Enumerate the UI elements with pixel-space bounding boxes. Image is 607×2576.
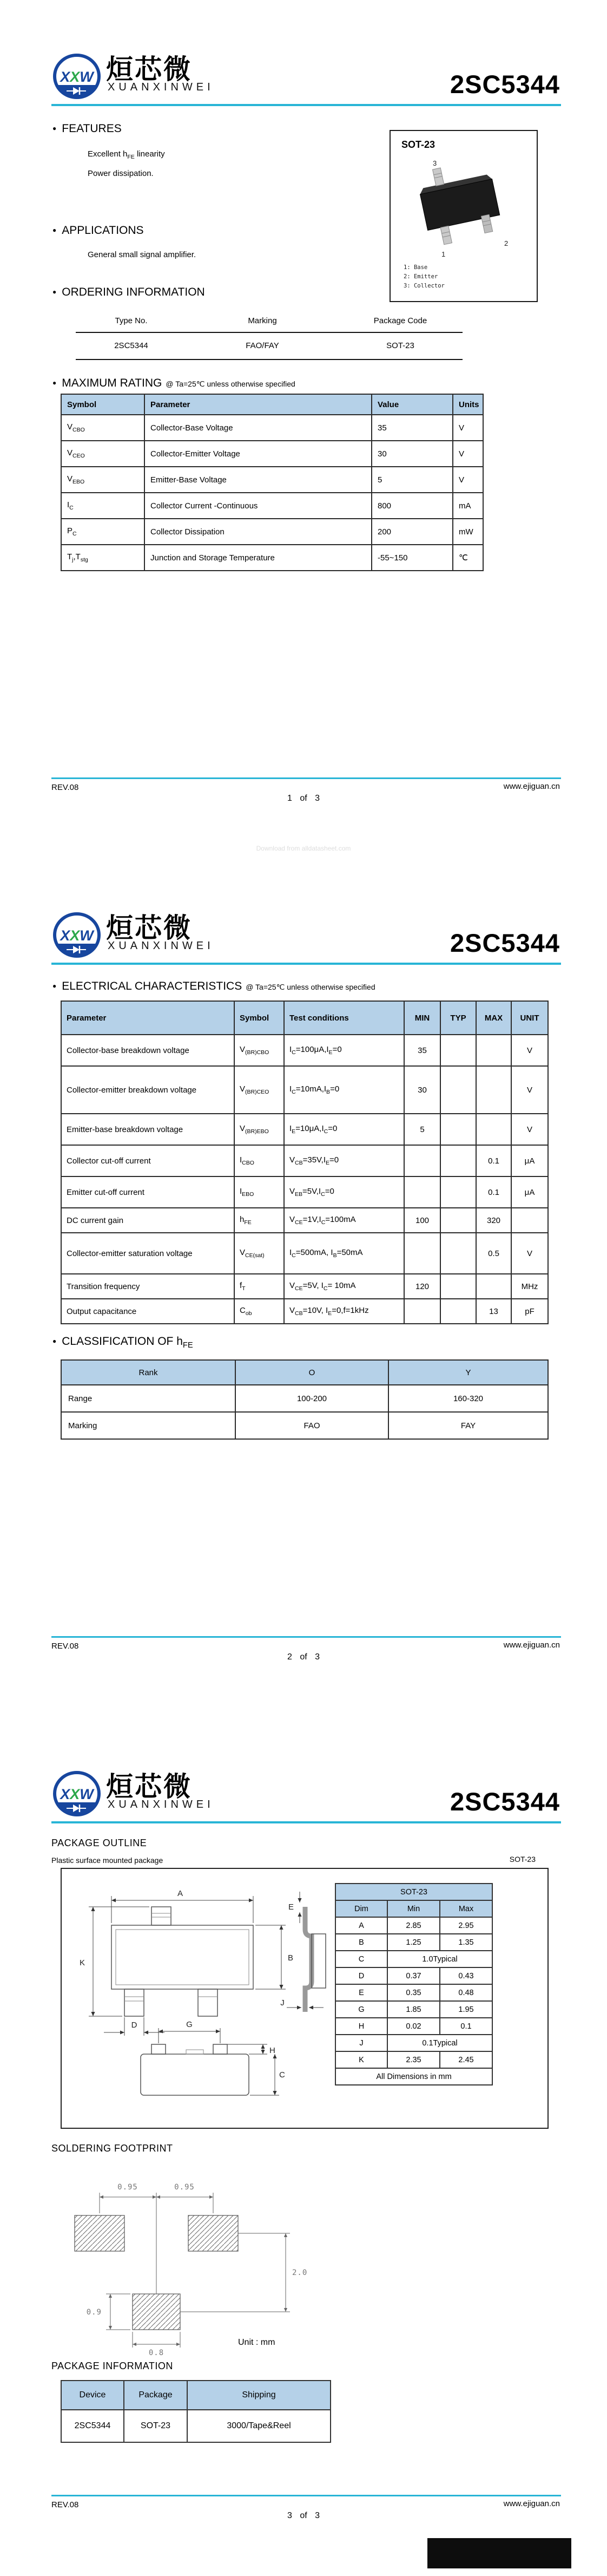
ec-row <box>61 1145 548 1176</box>
min-cell <box>404 1176 440 1208</box>
max-rating-row <box>61 441 483 467</box>
symbol-cell: $I_{CBO}$ <box>234 1145 284 1176</box>
column-header: Rank <box>61 1360 235 1385</box>
package-outline-box <box>61 1868 549 2129</box>
table-cell: 2SC5344 <box>76 332 187 359</box>
applications-heading <box>52 224 144 237</box>
column-header: Type No. <box>76 313 187 332</box>
dim-min-cell: 2.35 <box>387 2051 440 2068</box>
dim-name-cell: H <box>335 2018 387 2035</box>
dim-max-cell: 2.95 <box>440 1917 492 1934</box>
parameter-cell: Emitter-base breakdown voltage <box>61 1114 234 1145</box>
section-title: CLASSIFICATION OF $h_{FE}$ <box>62 1335 193 1350</box>
classification-table <box>61 1359 549 1440</box>
dimension-row <box>335 1984 492 2001</box>
table-footer-row <box>335 2068 492 2085</box>
dim-name-cell: G <box>335 2001 387 2018</box>
column-header: TYP <box>440 1001 476 1035</box>
table-cell: SOT-23 <box>338 332 463 359</box>
max-rating-row <box>61 545 483 571</box>
revision-label: REV.08 <box>51 783 79 792</box>
svg-text:B: B <box>288 1953 294 1963</box>
ordering-heading <box>52 286 205 299</box>
symbol-cell: $V_{EBO}$ <box>61 467 144 493</box>
parameter-cell: Output capacitance <box>61 1299 234 1324</box>
svg-text:G: G <box>186 2020 193 2029</box>
parameter-cell: Collector-emitter breakdown voltage <box>61 1066 234 1114</box>
footer-divider <box>51 1636 561 1638</box>
part-number: 2SC5344 <box>450 70 560 99</box>
part-number: 2SC5344 <box>450 1787 560 1816</box>
svg-text:A: A <box>177 1889 183 1898</box>
column-header: Symbol <box>234 1001 284 1035</box>
redaction-bar <box>427 2538 571 2568</box>
soldering-footprint-heading: SOLDERING FOOTPRINT <box>51 2143 173 2154</box>
logo-mark-text: XXW <box>60 69 94 85</box>
dim-min-cell: 1.25 <box>387 1934 440 1951</box>
test-conditions-cell: $I_E=10\mu A,I_C=0$ <box>284 1114 404 1145</box>
parameter-cell: Collector Dissipation <box>144 519 372 545</box>
rank-o-cell: FAO <box>235 1412 388 1439</box>
svg-text:J: J <box>280 1998 285 2008</box>
max-rating-row <box>61 493 483 519</box>
max-cell <box>476 1035 511 1066</box>
website-link[interactable]: www.ejiguan.cn <box>503 782 560 791</box>
dim-min-cell: 1.85 <box>387 2001 440 2018</box>
unit-cell: mA <box>453 493 483 519</box>
dim-max-cell: 2.45 <box>440 2051 492 2068</box>
feature-item: Excellent $h_{FE}$ linearity <box>88 149 165 160</box>
application-item: General small signal amplifier. <box>88 250 196 259</box>
column-header: Device <box>61 2381 124 2410</box>
bullet-icon: ● <box>52 226 57 234</box>
electrical-characteristics-table <box>61 1001 549 1324</box>
dim-name-cell: C <box>335 1951 387 1967</box>
page-2 <box>0 859 607 1717</box>
outline-top-view <box>111 1907 253 2016</box>
revision-label: REV.08 <box>51 2500 79 2509</box>
dimension-row <box>335 1967 492 1984</box>
header-divider <box>51 1821 561 1823</box>
unit-cell: MHz <box>511 1274 548 1299</box>
dim-name-cell: J <box>335 2035 387 2051</box>
svg-text:K: K <box>79 1958 85 1967</box>
package-name: SOT-23 <box>401 139 436 150</box>
dimension-row <box>335 2001 492 2018</box>
dimension-row <box>335 2035 492 2051</box>
table-cell: FAO/FAY <box>187 332 338 359</box>
dim-typical-cell: 0.1Typical <box>387 2035 492 2051</box>
max-cell: 0.1 <box>476 1145 511 1176</box>
brand-name-cn: 烜芯微 <box>106 54 192 85</box>
svg-text:H: H <box>269 2046 275 2055</box>
brand-logo-icon <box>51 1769 102 1818</box>
parameter-cell: Collector-Base Voltage <box>144 415 372 441</box>
section-title: ELECTRICAL CHARACTERISTICS <box>62 980 242 992</box>
column-header: Symbol <box>61 394 144 415</box>
page-1 <box>0 0 607 859</box>
test-conditions-cell: $I_C=100\mu A,I_E=0$ <box>284 1035 404 1066</box>
dim-max-cell: 1.35 <box>440 1934 492 1951</box>
typ-cell <box>440 1233 476 1274</box>
package-outline-subtitle: Plastic surface mounted package <box>51 1856 163 1865</box>
svg-text:E: E <box>288 1902 294 1912</box>
symbol-cell: $h_{FE}$ <box>234 1208 284 1233</box>
unit-cell: μA <box>511 1145 548 1176</box>
pin-description: 2: Emitter <box>404 273 438 280</box>
brand-name-en: XUANXINWEI <box>108 940 214 952</box>
section-title: ORDERING INFORMATION <box>62 286 205 298</box>
value-cell: 800 <box>372 493 453 519</box>
classification-row <box>61 1385 548 1412</box>
features-heading <box>52 122 122 135</box>
table-header-row <box>61 1001 548 1035</box>
pin-3-label: 3 <box>433 159 437 167</box>
package-outline-heading: PACKAGE OUTLINE <box>51 1838 147 1848</box>
bullet-icon: ● <box>52 982 57 990</box>
parameter-cell: Emitter-Base Voltage <box>144 467 372 493</box>
min-cell: 30 <box>404 1066 440 1114</box>
symbol-cell: $V_{(BR)CBO}$ <box>234 1035 284 1066</box>
logo-mark-text: XXW <box>60 1786 94 1802</box>
max-cell: 0.5 <box>476 1233 511 1274</box>
dim-min-cell: 0.37 <box>387 1967 440 1984</box>
website-link[interactable]: www.ejiguan.cn <box>503 1640 560 1650</box>
dim-min-cell: 0.35 <box>387 1984 440 2001</box>
dim-max-cell: 1.95 <box>440 2001 492 2018</box>
unit-cell: ℃ <box>453 545 483 571</box>
svg-text:0.95: 0.95 <box>174 2183 195 2192</box>
value-cell: -55~150 <box>372 545 453 571</box>
parameter-cell: Collector Current -Continuous <box>144 493 372 519</box>
value-cell: 30 <box>372 441 453 467</box>
pin-description: 1: Base <box>404 264 428 271</box>
dim-max-cell: 0.43 <box>440 1967 492 1984</box>
rank-y-cell: FAY <box>388 1412 548 1439</box>
test-conditions-cell: $V_{CB}=35V,I_E=0$ <box>284 1145 404 1176</box>
max-cell <box>476 1114 511 1145</box>
parameter-cell: Collector-Emitter Voltage <box>144 441 372 467</box>
ec-row <box>61 1299 548 1324</box>
watermark-text: Download from alldatasheet.com <box>256 845 351 852</box>
symbol-cell: $f_T$ <box>234 1274 284 1299</box>
unit-cell: V <box>511 1035 548 1066</box>
test-conditions-cell: $I_C=10mA,I_B=0$ <box>284 1066 404 1114</box>
ec-row <box>61 1066 548 1114</box>
ec-row <box>61 1233 548 1274</box>
test-conditions-cell: $V_{CE}=1V,I_C=100mA$ <box>284 1208 404 1233</box>
package-code-label: SOT-23 <box>509 1855 536 1864</box>
dim-name-cell: A <box>335 1917 387 1934</box>
header-divider <box>51 104 561 106</box>
typ-cell <box>440 1274 476 1299</box>
feature-item: Power dissipation. <box>88 169 154 178</box>
symbol-cell: $T_j,T_{stg}$ <box>61 545 144 571</box>
column-header: Shipping <box>187 2381 331 2410</box>
pin-description-list <box>404 263 445 291</box>
column-header: Units <box>453 394 483 415</box>
dimension-row <box>335 2018 492 2035</box>
max-cell <box>476 1066 511 1114</box>
table-header-row <box>61 1360 548 1385</box>
rank-o-cell: 100-200 <box>235 1385 388 1412</box>
parameter-cell: Transition frequency <box>61 1274 234 1299</box>
max-cell: 320 <box>476 1208 511 1233</box>
svg-text:0.9: 0.9 <box>86 2308 102 2317</box>
column-header: UNIT <box>511 1001 548 1035</box>
max-cell: 13 <box>476 1299 511 1324</box>
max-rating-heading <box>52 377 295 390</box>
ec-row <box>61 1176 548 1208</box>
min-cell: 5 <box>404 1114 440 1145</box>
parameter-cell: Collector-base breakdown voltage <box>61 1035 234 1066</box>
dim-min-cell: 2.85 <box>387 1917 440 1934</box>
symbol-cell: $P_C$ <box>61 519 144 545</box>
electrical-characteristics-heading <box>52 980 375 993</box>
condition-note: @ Ta=25℃ unless otherwise specified <box>246 983 375 991</box>
typ-cell <box>440 1066 476 1114</box>
ec-row <box>61 1114 548 1145</box>
brand-name-cn: 烜芯微 <box>106 1771 192 1802</box>
test-conditions-cell: $V_{EB}=5V,I_C=0$ <box>284 1176 404 1208</box>
bullet-icon: ● <box>52 379 57 387</box>
dimension-row <box>335 1934 492 1951</box>
pin-description: 3: Collector <box>404 283 445 289</box>
dimension-row <box>335 1917 492 1934</box>
table-title: SOT-23 <box>335 1884 492 1900</box>
outline-side-view <box>280 1892 326 2012</box>
footer-divider <box>51 2495 561 2496</box>
brand-logo-icon <box>51 52 102 101</box>
value-cell: 200 <box>372 519 453 545</box>
unit-cell: V <box>453 415 483 441</box>
sot23-photo <box>398 158 523 258</box>
test-conditions-cell: $V_{CB}=10V$, $I_E=0,f=1kHz$ <box>284 1299 404 1324</box>
unit-cell: V <box>453 441 483 467</box>
column-header: MAX <box>476 1001 511 1035</box>
section-title: FEATURES <box>62 122 122 135</box>
dimensions-table <box>335 1883 493 2085</box>
page-number: 1 of 3 <box>287 794 320 803</box>
page-3 <box>0 1717 607 2576</box>
brand-name-cn: 烜芯微 <box>106 912 192 944</box>
outline-front-view <box>141 2020 285 2095</box>
brand-name-en: XUANXINWEI <box>108 1799 214 1810</box>
classification-row <box>61 1412 548 1439</box>
pin-2-label: 2 <box>504 239 509 247</box>
page-number: 2 of 3 <box>287 1652 320 1662</box>
column-header: Value <box>372 394 453 415</box>
min-cell: 35 <box>404 1035 440 1066</box>
symbol-cell: $I_{EBO}$ <box>234 1176 284 1208</box>
min-cell <box>404 1233 440 1274</box>
max-rating-row <box>61 467 483 493</box>
parameter-cell: DC current gain <box>61 1208 234 1233</box>
section-title: MAXIMUM RATING <box>62 377 162 389</box>
unit-cell <box>511 1208 548 1233</box>
column-header: Max <box>440 1900 492 1917</box>
parameter-cell: Junction and Storage Temperature <box>144 545 372 571</box>
test-conditions-cell: $V_{CE}=5V$, $I_C= 10mA$ <box>284 1274 404 1299</box>
min-cell <box>404 1145 440 1176</box>
table-cell: 2SC5344 <box>61 2410 124 2442</box>
revision-label: REV.08 <box>51 1642 79 1651</box>
column-header: Parameter <box>144 394 372 415</box>
dim-min-cell: 0.02 <box>387 2018 440 2035</box>
dim-typical-cell: 1.0Typical <box>387 1951 492 1967</box>
dim-name-cell: K <box>335 2051 387 2068</box>
value-cell: 35 <box>372 415 453 441</box>
column-header: Test conditions <box>284 1001 404 1035</box>
rank-label-cell: Marking <box>61 1412 235 1439</box>
table-header-row <box>61 2381 331 2410</box>
section-title: APPLICATIONS <box>62 224 144 237</box>
symbol-cell: $C_{ob}$ <box>234 1299 284 1324</box>
typ-cell <box>440 1114 476 1145</box>
svg-text:2.0: 2.0 <box>292 2268 308 2277</box>
footprint-dimension-lines <box>87 2183 308 2356</box>
svg-text:0.8: 0.8 <box>148 2349 164 2356</box>
max-cell: 0.1 <box>476 1176 511 1208</box>
package-information-table <box>61 2380 331 2443</box>
unit-note: Unit : mm <box>238 2338 275 2347</box>
table-header-row <box>76 313 463 332</box>
parameter-cell: Emitter cut-off current <box>61 1176 234 1208</box>
dim-max-cell: 0.48 <box>440 1984 492 2001</box>
bullet-icon: ● <box>52 1337 57 1345</box>
soldering-footprint-drawing <box>58 2161 340 2356</box>
symbol-cell: $I_C$ <box>61 493 144 519</box>
column-header: MIN <box>404 1001 440 1035</box>
symbol-cell: $V_{CE(sat)}$ <box>234 1233 284 1274</box>
min-cell: 120 <box>404 1274 440 1299</box>
column-header: Package <box>124 2381 187 2410</box>
footer-divider <box>51 777 561 779</box>
svg-text:0.95: 0.95 <box>117 2183 138 2192</box>
typ-cell <box>440 1035 476 1066</box>
ordering-table <box>76 313 463 360</box>
dim-name-cell: E <box>335 1984 387 2001</box>
column-header: Package Code <box>338 313 463 332</box>
package-information-heading: PACKAGE INFORMATION <box>51 2361 173 2371</box>
dim-name-cell: D <box>335 1967 387 1984</box>
typ-cell <box>440 1145 476 1176</box>
unit-cell: mW <box>453 519 483 545</box>
typ-cell <box>440 1208 476 1233</box>
column-header: Marking <box>187 313 338 332</box>
unit-cell: V <box>453 467 483 493</box>
svg-text:C: C <box>279 2070 285 2080</box>
parameter-cell: Collector-emitter saturation voltage <box>61 1233 234 1274</box>
logo-mark-text: XXW <box>60 927 94 944</box>
unit-cell: pF <box>511 1299 548 1324</box>
brand-name-en: XUANXINWEI <box>108 81 214 93</box>
pin-1-label: 1 <box>441 250 446 258</box>
unit-cell: V <box>511 1114 548 1145</box>
column-header: Parameter <box>61 1001 234 1035</box>
parameter-cell: Collector cut-off current <box>61 1145 234 1176</box>
package-picture-box <box>390 130 538 302</box>
ec-row <box>61 1035 548 1066</box>
column-header: Min <box>387 1900 440 1917</box>
min-cell: 100 <box>404 1208 440 1233</box>
symbol-cell: $V_{(BR)CEO}$ <box>234 1066 284 1114</box>
symbol-cell: $V_{(BR)EBO}$ <box>234 1114 284 1145</box>
dimension-row <box>335 1951 492 1967</box>
table-row <box>61 2410 331 2442</box>
svg-text:D: D <box>131 2021 137 2030</box>
column-header: O <box>235 1360 388 1385</box>
typ-cell <box>440 1299 476 1324</box>
min-cell <box>404 1299 440 1324</box>
dimension-row <box>335 2051 492 2068</box>
table-cell: 3000/Tape&Reel <box>187 2410 331 2442</box>
rank-label-cell: Range <box>61 1385 235 1412</box>
max-rating-row <box>61 519 483 545</box>
dim-name-cell: B <box>335 1934 387 1951</box>
unit-cell: μA <box>511 1176 548 1208</box>
typ-cell <box>440 1176 476 1208</box>
table-header-row <box>335 1884 492 1900</box>
value-cell: 5 <box>372 467 453 493</box>
header-divider <box>51 963 561 965</box>
ec-row <box>61 1274 548 1299</box>
table-header-row <box>335 1900 492 1917</box>
table-cell: SOT-23 <box>124 2410 187 2442</box>
table-footer-note: All Dimensions in mm <box>335 2068 492 2085</box>
max-cell <box>476 1274 511 1299</box>
package-outline-drawing <box>69 1875 329 2117</box>
test-conditions-cell: $I_C=500mA$, $I_B=50mA$ <box>284 1233 404 1274</box>
bullet-icon: ● <box>52 288 57 296</box>
column-header: Y <box>388 1360 548 1385</box>
unit-cell: V <box>511 1233 548 1274</box>
brand-logo-icon <box>51 911 102 959</box>
symbol-cell: $V_{CBO}$ <box>61 415 144 441</box>
table-header-row <box>61 394 483 415</box>
column-header: Dim <box>335 1900 387 1917</box>
max-rating-table <box>61 394 484 571</box>
dim-max-cell: 0.1 <box>440 2018 492 2035</box>
max-rating-row <box>61 415 483 441</box>
ec-row <box>61 1208 548 1233</box>
condition-note: @ Ta=25℃ unless otherwise specified <box>166 380 295 388</box>
bullet-icon: ● <box>52 125 57 132</box>
page-number: 3 of 3 <box>287 2511 320 2520</box>
website-link[interactable]: www.ejiguan.cn <box>503 2499 560 2508</box>
unit-cell: V <box>511 1066 548 1114</box>
table-row <box>76 332 463 359</box>
classification-heading <box>52 1335 193 1350</box>
symbol-cell: $V_{CEO}$ <box>61 441 144 467</box>
part-number: 2SC5344 <box>450 929 560 957</box>
rank-y-cell: 160-320 <box>388 1385 548 1412</box>
